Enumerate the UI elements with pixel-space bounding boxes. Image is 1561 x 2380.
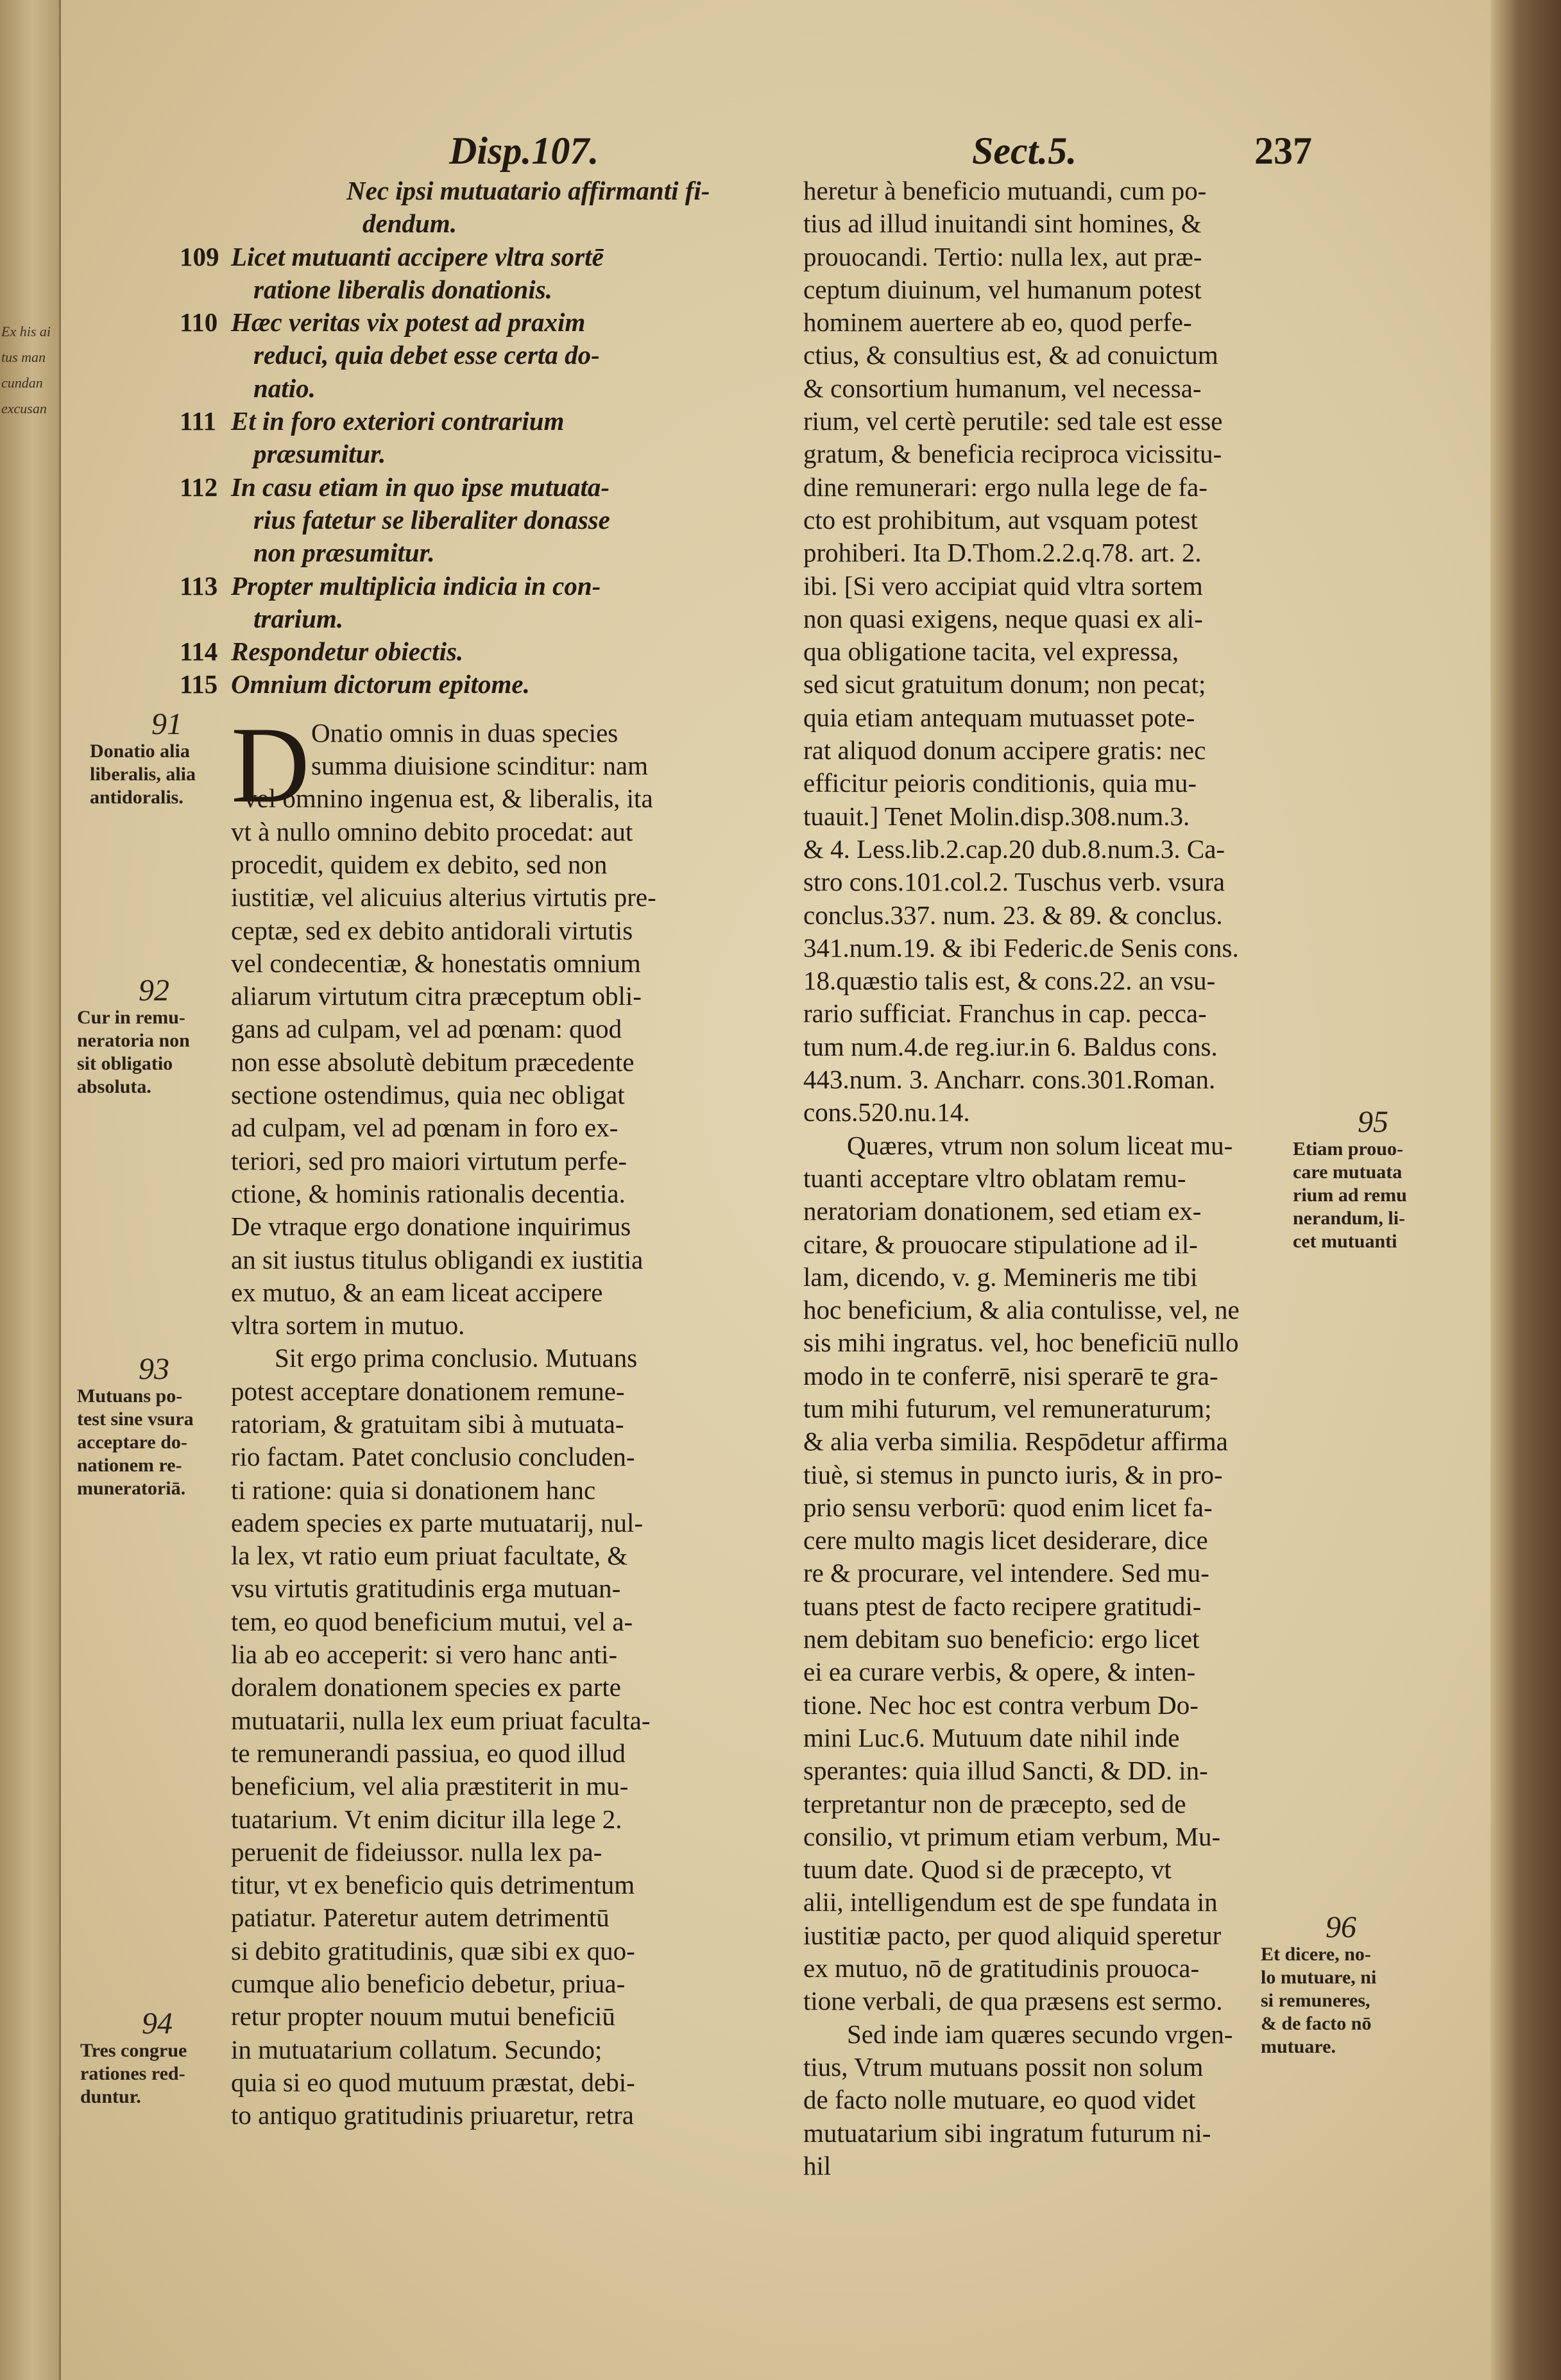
body-line: tius, Vtrum mutuans possit non solum (803, 2051, 1204, 2082)
body-line: 18.quæstio talis est, & cons.22. an vsu- (803, 966, 1216, 996)
body-line: conclus.337. num. 23. & 89. & conclus. (803, 900, 1223, 930)
body-line: patiatur. Pateretur autem detrimentū (231, 1903, 610, 1933)
margin-note-number: 92 (139, 973, 169, 1007)
body-line: & 4. Less.lib.2.cap.20 dub.8.num.3. Ca- (803, 834, 1225, 864)
margin-note-number: 94 (142, 2007, 173, 2041)
margin-note-line: Et dicere, no- (1261, 1944, 1371, 1965)
body-line: tum mihi futurum, vel remuneraturum; (803, 1393, 1212, 1423)
body-line: tius ad illud inuitandi sint homines, & (803, 209, 1202, 239)
margin-note-line: antidoralis. (90, 787, 183, 808)
margin-note-line: & de facto nō (1261, 2013, 1372, 2034)
body-line: 341.num.19. & ibi Federic.de Senis cons. (803, 932, 1239, 963)
body-line: vltra sortem in mutuo. (231, 1310, 465, 1340)
body-line: ad culpam, vel ad pœnam in foro ex- (231, 1113, 618, 1143)
margin-note-number: 96 (1326, 1910, 1356, 1944)
margin-note-line: Donatio alia (90, 741, 190, 762)
body-line: rio factam. Patet conclusio concluden- (231, 1442, 635, 1472)
body-line: potest acceptare donationem remune- (231, 1376, 625, 1406)
margin-note-line: Mutuans po- (77, 1385, 183, 1407)
summary-line: Propter multiplicia indicia in con- (231, 570, 601, 601)
body-line: hoc beneficium, & alia contulisse, vel, ne (803, 1295, 1240, 1325)
body-line: tum num.4.de reg.iur.in 6. Baldus cons. (803, 1031, 1218, 1061)
body-line: de facto nolle mutuare, eo quod videt (803, 2085, 1196, 2115)
right-column (803, 175, 1323, 2182)
drop-cap: D (231, 704, 310, 825)
body-line: nem debitam suo beneficio: ergo licet (803, 1624, 1200, 1654)
body-line: hil (803, 2150, 832, 2180)
body-line: qua obligatione tacita, vel expressa, (803, 637, 1179, 667)
opening-paragraph (231, 704, 792, 825)
body-line: tem, eo quod beneficium mutui, vel a- (231, 1606, 633, 1636)
margin-note-line: Etiam prouo- (1293, 1138, 1403, 1160)
body-line: 443.num. 3. Ancharr. cons.301.Roman. (803, 1065, 1216, 1095)
margin-note-line: care mutuata (1293, 1161, 1403, 1183)
body-line: ibi. [Si vero accipiat quid vltra sortem (803, 570, 1203, 601)
margin-note-line: Cur in remu- (77, 1007, 185, 1028)
body-line: Quæres, vtrum non solum liceat mu- (847, 1130, 1233, 1160)
summary-number: 109 (180, 241, 219, 271)
body-line: neratoriam donationem, sed etiam ex- (803, 1196, 1202, 1226)
body-line: mini Luc.6. Mutuum date nihil inde (803, 1722, 1180, 1752)
margin-note (77, 975, 231, 1099)
body-line: & consortium humanum, vel necessa- (803, 373, 1202, 403)
margin-note-line: rium ad remu (1293, 1185, 1407, 1206)
body-line: si debito gratitudinis, quæ sibi ex quo- (231, 1935, 635, 1965)
summary-number: 111 (180, 406, 216, 436)
body-line: iustitiæ, vel alicuius alterius virtutis pre- (231, 882, 656, 912)
body-line: cumque alio beneficio debetur, priua- (231, 1969, 626, 1999)
summary-line: Respondetur obiectis. (231, 637, 464, 667)
body-line: la lex, vt ratio eum priuat facultate, & (231, 1541, 628, 1571)
body-line: Sed inde iam quæres secundo vrgen- (847, 2019, 1233, 2049)
body-line: cons.520.nu.14. (803, 1097, 970, 1127)
summary-line: Hæc veritas vix potest ad praxim (231, 307, 586, 338)
body-line: rario sufficiat. Franchus in cap. pecca- (803, 998, 1207, 1029)
body-line: Sit ergo prima conclusio. Mutuans (275, 1343, 638, 1373)
body-line: prio sensu verborū: quod enim licet fa- (803, 1492, 1213, 1522)
summary-line: ratione liberalis donationis. (253, 274, 552, 304)
margin-note-line: liberalis, alia (90, 764, 196, 785)
body-line: dine remunerari: ergo nulla lege de fa- (803, 472, 1207, 502)
body-line: beneficium, vel alia præstiterit in mu- (231, 1771, 629, 1801)
body-line: hominem auertere ab eo, quod perfe- (803, 307, 1192, 338)
margin-note-line: cet mutuanti (1293, 1231, 1397, 1252)
summary-number: 110 (180, 307, 218, 338)
margin-note-line: Tres congrue (80, 2040, 187, 2061)
body-line: tuum date. Quod si de præcepto, vt (803, 1854, 1172, 1885)
summary-line: Nec ipsi mutuatario affirmanti fi- (346, 176, 710, 205)
body-line: titur, vt ex beneficio quis detrimentum (231, 1870, 635, 1900)
body-line: re & procurare, vel intendere. Sed mu- (803, 1558, 1209, 1588)
body-line: vsu virtutis gratitudinis erga mutuan- (231, 1573, 621, 1604)
left-body-text (231, 816, 792, 2132)
margin-note-line: acceptare do- (77, 1432, 187, 1453)
margin-note-number: 91 (151, 707, 182, 741)
prev-page-fragment: excusan (1, 401, 47, 416)
margin-note-line: muneratoriā. (77, 1478, 186, 1499)
body-line: Onatio omnis in duas species (311, 717, 618, 748)
body-line: alii, intelligendum est de spe fundata in (803, 1887, 1218, 1917)
body-line: consilio, vt primum etiam verbum, Mu- (803, 1821, 1221, 1851)
summary-item (180, 241, 792, 273)
margin-note-line: lo mutuare, ni (1261, 1967, 1377, 1988)
body-line: vt à nullo omnino debito procedat: aut (231, 816, 633, 846)
summary-item (180, 570, 792, 603)
margin-note-line: neratoria non (77, 1030, 190, 1051)
right-body-text (803, 175, 1323, 2182)
margin-note-line: nationem re- (77, 1455, 182, 1476)
summary-item (180, 668, 792, 701)
body-line: summa diuisione scinditur: nam (311, 751, 648, 781)
page-number: 237 (1254, 130, 1312, 172)
margin-note-number: 95 (1358, 1105, 1388, 1139)
margin-note-line: sit obligatio (77, 1053, 173, 1074)
body-line: rat aliquod donum accipere gratis: nec (803, 735, 1206, 766)
summary-number: 114 (180, 637, 218, 667)
body-line: eadem species ex parte mutuatarij, nul- (231, 1507, 644, 1537)
summary-line: dendum. (363, 209, 457, 239)
body-line: teriori, sed pro maiori virtutum perfe- (231, 1145, 627, 1176)
body-line: De vtraque ergo donatione inquirimus (231, 1211, 631, 1242)
margin-note-line: duntur. (80, 2086, 141, 2107)
body-line: to antiquo gratitudinis priuaretur, retra (231, 2100, 634, 2130)
margin-note (77, 1354, 231, 1500)
body-line: citare, & prouocare stipulatione ad il- (803, 1229, 1198, 1259)
summary-line: In casu etiam in quo ipse mutuata- (231, 472, 610, 502)
body-line: tione. Nec hoc est contra verbum Do- (803, 1690, 1198, 1720)
summary-line: natio. (253, 373, 316, 403)
body-line: non quasi exigens, neque quasi ex ali- (803, 603, 1203, 633)
body-line: tiuè, si stemus in puncto iuris, & in pro- (803, 1459, 1223, 1489)
body-line: in mutuatarium collatum. Secundo; (231, 2034, 602, 2064)
body-line: procedit, quidem ex debito, sed non (231, 849, 608, 879)
margin-note-line: rationes red- (80, 2063, 185, 2084)
summary-line: Et in foro exteriori contrarium (231, 406, 565, 436)
summary-item (180, 635, 792, 668)
body-line: sectione ostendimus, quia nec obligat (231, 1080, 625, 1110)
body-line: retur propter nouum mutui beneficiū (231, 2001, 615, 2032)
body-line: efficitur peioris conditionis, quia mu- (803, 768, 1197, 798)
book-spine-edge (1490, 0, 1561, 2380)
summary-line: trarium. (253, 603, 344, 633)
body-line: cere multo magis licet desiderare, dice (803, 1525, 1208, 1555)
body-line: heretur à beneficio mutuandi, cum po- (803, 176, 1207, 205)
margin-note-line: nerandum, li- (1293, 1208, 1406, 1229)
body-line: tuauit.] Tenet Molin.disp.308.num.3. (803, 801, 1190, 831)
body-line: doralem donationem species ex parte (231, 1672, 621, 1702)
margin-note (90, 709, 244, 809)
body-line: & alia verba similia. Respōdetur affirma (803, 1426, 1228, 1457)
body-line: aliarum virtutum citra præceptum obli- (231, 981, 642, 1011)
body-line: stro cons.101.col.2. Tuschus verb. vsura (803, 867, 1225, 897)
body-line: cto est prohibitum, aut vsquam potest (803, 504, 1198, 535)
previous-page-edge (0, 0, 61, 2380)
prev-page-fragment: tus man (1, 350, 46, 365)
body-line: modo in te conferrē, nisi sperarē te gra- (803, 1360, 1218, 1391)
body-line: gans ad culpam, vel ad pœnam: quod (231, 1014, 622, 1044)
body-line: iustitiæ pacto, per quod aliquid speretur (803, 1920, 1222, 1950)
body-line: an sit iustus titulus obligandi ex iustitia (231, 1244, 644, 1274)
body-line: ratoriam, & gratuitam sibi à mutuata- (231, 1408, 624, 1439)
body-line: terpretantur non de præcepto, sed de (803, 1788, 1186, 1819)
body-line: ceptum diuinum, vel humanum potest (803, 274, 1202, 304)
body-line: ex mutuo, & an eam liceat accipere (231, 1277, 603, 1307)
body-line: ceptæ, sed ex debito antidorali virtutis (231, 915, 633, 945)
body-line: ctius, & consultius est, & ad conuictum (803, 340, 1218, 370)
body-line: te remunerandi passiua, eo quod illud (231, 1738, 626, 1768)
margin-note-line: absoluta. (77, 1076, 151, 1097)
body-line: ex mutuo, nō de gratitudinis prouoca- (803, 1953, 1200, 1983)
margin-note-line: si remuneres, (1261, 1990, 1370, 2011)
margin-note (1293, 1107, 1453, 1253)
summary-item (180, 471, 792, 504)
body-line: tuans ptest de facto recipere gratitudi- (803, 1591, 1202, 1621)
body-line: quia si eo quod mutuum præstat, debi- (231, 2067, 635, 2097)
summary-line: rius fatetur se liberaliter donasse (253, 504, 610, 535)
body-line: peruenit de fideiussor. nulla lex pa- (231, 1836, 602, 1867)
body-line: vel omnino ingenua est, & liberalis, ita (244, 783, 653, 814)
body-line: tuatarium. Vt enim dicitur illa lege 2. (231, 1804, 622, 1834)
body-line: mutuatarium sibi ingratum futurum ni- (803, 2118, 1211, 2148)
summary-line: Licet mutuanti accipere vltra sortē (231, 241, 604, 271)
margin-note (1261, 1912, 1421, 2059)
header-section: Sect.5. (972, 130, 1077, 172)
body-line: lia ab eo acceperit: si vero hanc anti- (231, 1639, 618, 1670)
body-line: lam, dicendo, v. g. Memineris me tibi (803, 1262, 1198, 1292)
summary-item (180, 405, 792, 438)
body-line: vel condecentiæ, & honestatis omnium (231, 948, 641, 978)
summary-line: præsumitur. (253, 439, 386, 469)
body-line: sed sicut gratuitum donum; non pecat; (803, 669, 1206, 699)
body-line: ei ea curare verbis, & opere, & inten- (803, 1657, 1196, 1687)
body-line: sis mihi ingratus. vel, hoc beneficiū nullo (803, 1328, 1239, 1358)
body-line: ctione, & hominis rationalis decentia. (231, 1178, 626, 1208)
body-line: rium, vel certè perutile: sed tale est esse (803, 406, 1223, 436)
body-line: prouocandi. Tertio: nulla lex, aut præ- (803, 241, 1202, 271)
left-column (180, 175, 792, 2132)
body-line: ti ratione: quia si donationem hanc (231, 1475, 596, 1505)
summary-line: reduci, quia debet esse certa do- (253, 340, 600, 370)
margin-note (80, 2008, 234, 2109)
prev-page-fragment: cundan (1, 375, 43, 391)
body-line: quia etiam antequam mutuasset pote- (803, 702, 1195, 732)
prev-page-fragment: Ex his ai (1, 324, 51, 339)
summary-number: 113 (180, 570, 218, 601)
body-line: non esse absolutè debitum præcedente (231, 1047, 635, 1077)
margin-note-number: 93 (139, 1352, 169, 1386)
body-line: sperantes: quia illud Sancti, & DD. in- (803, 1756, 1208, 1786)
body-line: prohiberi. Ita D.Thom.2.2.q.78. art. 2. (803, 538, 1202, 568)
summary-line: Omnium dictorum epitome. (231, 669, 530, 699)
summary-line: non præsumitur. (253, 538, 435, 568)
margin-note-line: mutuare. (1261, 2036, 1336, 2057)
header-disputation: Disp.107. (449, 130, 599, 172)
body-line: tuanti acceptare vltro oblatam remu- (803, 1163, 1186, 1193)
summary-number: 115 (180, 669, 218, 699)
body-line: mutuatarii, nulla lex eum priuat faculta- (231, 1705, 651, 1735)
summary-item (180, 306, 792, 339)
body-line: tione verbali, de qua præsens est sermo. (803, 1986, 1223, 2016)
margin-note-line: test sine vsura (77, 1408, 194, 1430)
summary-number: 112 (180, 472, 218, 502)
body-line: gratum, & beneficia reciproca vicissitu- (803, 439, 1222, 469)
